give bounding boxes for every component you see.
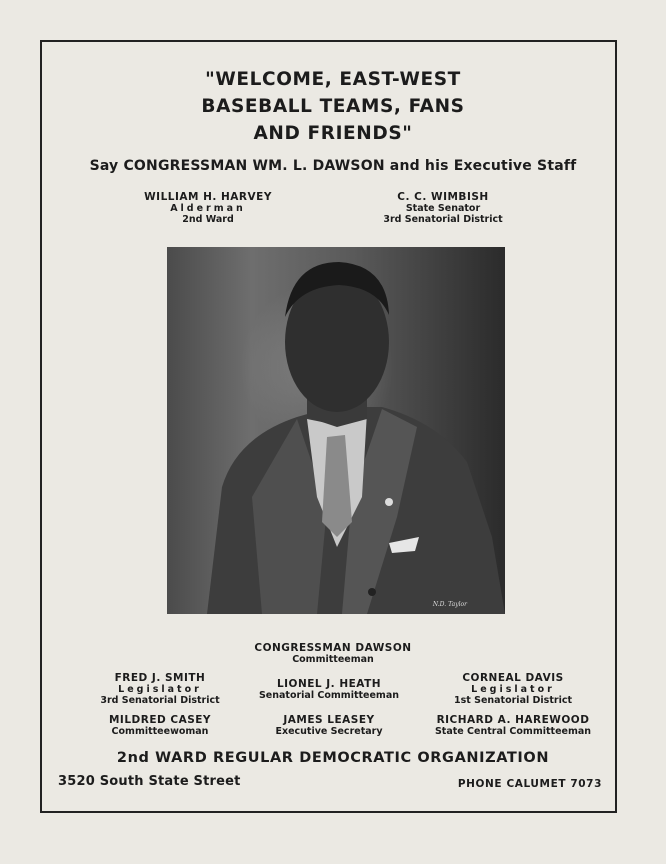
staff-congressman-dawson xyxy=(215,642,451,665)
staff-role: Legislator xyxy=(118,684,202,695)
headline-line-1: "WELCOME, EAST-WEST xyxy=(205,69,461,90)
organization-name: 2nd WARD REGULAR DEMOCRATIC ORGANIZATION xyxy=(116,750,550,766)
staff-role: Alderman xyxy=(170,203,246,214)
staff-ward: 2nd Ward xyxy=(182,214,234,225)
street-address: 3520 South State Street xyxy=(58,774,241,789)
staff-davis xyxy=(413,672,613,706)
staff-name: C. C. WIMBISH xyxy=(397,191,489,203)
portrait-photo xyxy=(167,247,505,614)
staff-role: State Central Committeeman xyxy=(434,726,592,737)
staff-role: Legislator xyxy=(471,684,555,695)
staff-name: MILDRED CASEY xyxy=(108,714,212,726)
staff-name: WILLIAM H. HARVEY xyxy=(144,191,272,203)
staff-role: Executive Secretary xyxy=(275,726,383,737)
subheadline: Say CONGRESSMAN WM. L. DAWSON and his Executive Staff xyxy=(89,158,577,174)
staff-role: Committeeman xyxy=(292,654,374,665)
staff-name: CONGRESSMAN DAWSON xyxy=(254,642,412,654)
staff-heath xyxy=(219,678,439,701)
phone-number: PHONE CALUMET 7073 xyxy=(457,778,602,790)
staff-leasey xyxy=(219,714,439,737)
headline-line-3: AND FRIENDS" xyxy=(253,123,413,144)
staff-district: 1st Senatorial District xyxy=(453,695,572,706)
staff-role: State Senator xyxy=(405,203,481,214)
headline-line-2: BASEBALL TEAMS, FANS xyxy=(201,96,465,117)
staff-district: 3rd Senatorial District xyxy=(383,214,503,225)
staff-wimbish xyxy=(343,191,543,225)
staff-role: Senatorial Committeeman xyxy=(258,690,400,701)
staff-name: FRED J. SMITH xyxy=(114,672,206,684)
headline xyxy=(0,66,666,147)
staff-name: RICHARD A. HAREWOOD xyxy=(436,714,590,726)
staff-name: CORNEAL DAVIS xyxy=(462,672,564,684)
staff-name: JAMES LEASEY xyxy=(283,714,375,726)
portrait-illustration xyxy=(167,247,505,614)
staff-harewood xyxy=(413,714,613,737)
staff-harvey xyxy=(108,191,308,225)
staff-role: Committeewoman xyxy=(111,726,209,737)
staff-district: 3rd Senatorial District xyxy=(100,695,220,706)
staff-name: LIONEL J. HEATH xyxy=(276,678,382,690)
photographer-signature: N.D. Taylor xyxy=(432,601,467,608)
